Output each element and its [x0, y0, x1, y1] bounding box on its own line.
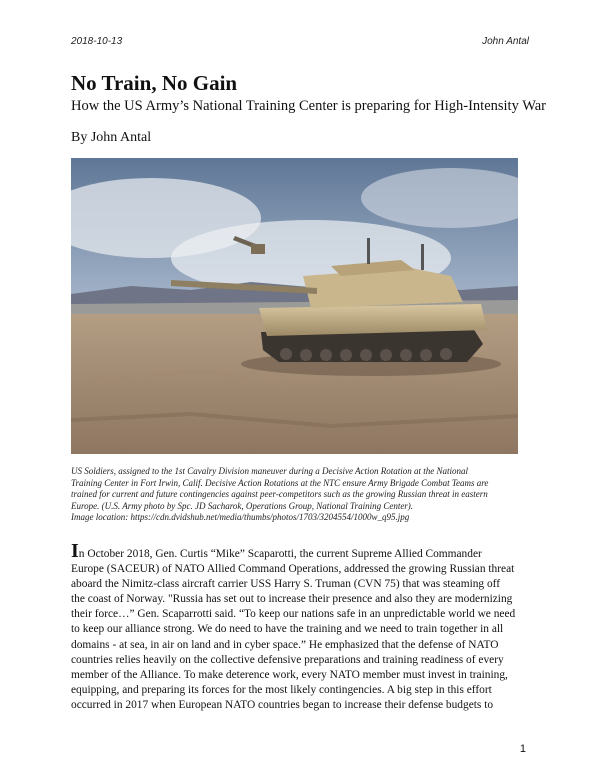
- body-line: equipping, and preparing its forces for the most likely contingencies. A big step in this effort: [71, 683, 492, 696]
- body-line: the coast of Norway. "Russia has set out to increase their presence and also they are modernizing: [71, 593, 513, 606]
- body-line: to keep our alliance strong. We do need to have the training and we need to train together in all: [71, 623, 504, 636]
- caption-line: Training Center in Fort Irwin, Calif. Decisive Action Rotations at the NTC ensure Army Brigade Combat Teams are: [71, 477, 489, 488]
- caption-line: trained for current and future contingencies against peer-competitors such as the growing Russian threat in eastern: [71, 489, 488, 500]
- figure-caption: [71, 466, 531, 524]
- body-line: their force…” Gen. Scaparrotti said. “To keep our nations safe in an unpredictable world we need: [71, 608, 516, 621]
- tank-photo: [71, 158, 518, 454]
- drop-cap: I: [71, 540, 79, 562]
- body-line: aboard the Nimitz-class aircraft carrier USS Harry S. Truman (CVN 75) that was steaming off: [71, 578, 501, 591]
- caption-line: US Soldiers, assigned to the 1st Cavalry Division maneuver during a Decisive Action Rotation at the National: [71, 466, 469, 476]
- body-line: domains - at sea, in air on land and in cyber space.” He emphasized that the defense of NATO: [71, 638, 499, 651]
- caption-line: Europe. (U.S. Army photo by Spc. JD Sacharok, Operations Group, National Training Center).: [71, 500, 414, 511]
- article-byline: By John Antal: [71, 130, 152, 145]
- body-line-text: n October 2018, Gen. Curtis “Mike” Scaparotti, the current Supreme Allied Commander: [78, 548, 482, 560]
- page-number: 1: [519, 743, 526, 755]
- article-body: [71, 540, 531, 713]
- body-line: member of the Alliance. To make deterence work, every NATO member must invest in training,: [71, 668, 508, 681]
- body-line: [71, 540, 531, 562]
- caption-image-location: Image location: https://cdn.dvidshub.net/media/thumbs/photos/1703/3204554/1000w_q95.jpg: [71, 512, 410, 523]
- article-title: No Train, No Gain: [71, 71, 238, 95]
- body-line: Europe (SACEUR) of NATO Allied Command Operations, addressed the growing Russian threat: [71, 563, 515, 576]
- body-line: occurred in 2017 when European NATO countries began to increase their defense budgets to: [71, 698, 494, 711]
- article-subtitle: How the US Army’s National Training Center is preparing for High-Intensity War: [71, 98, 546, 114]
- header-author: John Antal: [482, 36, 529, 47]
- body-line: countries relies heavily on the collective defensive preparations and training readiness of every: [71, 653, 504, 666]
- header-date: 2018-10-13: [71, 36, 123, 47]
